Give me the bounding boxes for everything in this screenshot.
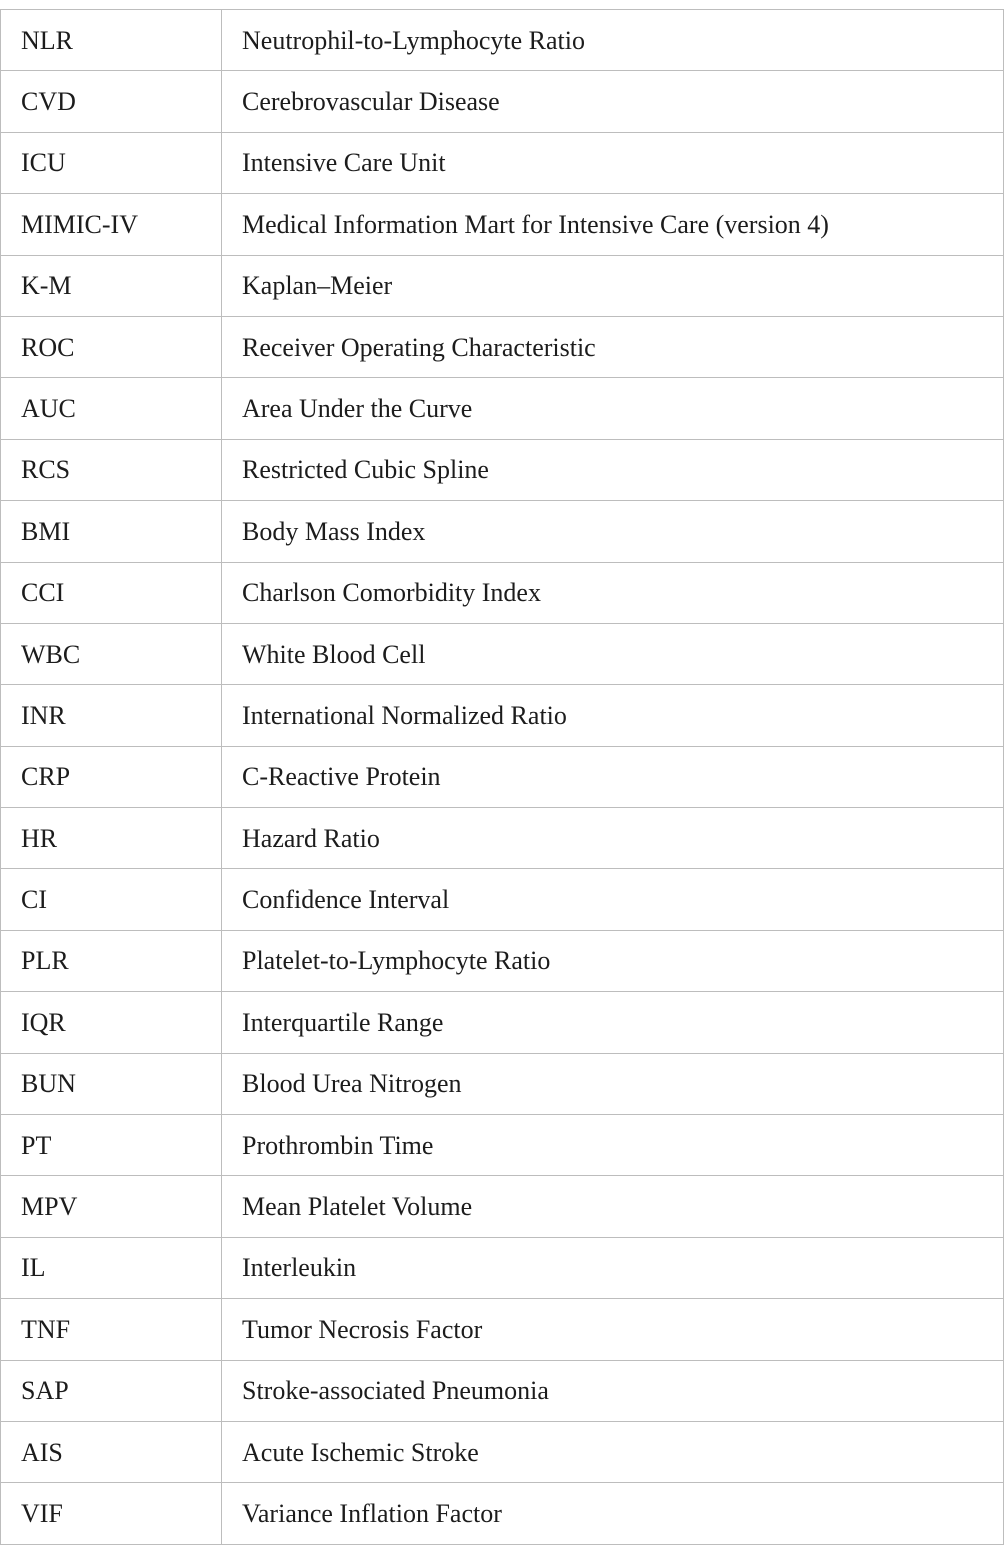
abbreviation-cell: AIS [1,1421,222,1482]
definition-cell: Charlson Comorbidity Index [222,562,1004,623]
table-row [1,1237,1004,1298]
definition-cell: Variance Inflation Factor [222,1483,1004,1544]
abbreviations-table [0,9,1004,1545]
abbreviation-cell: PT [1,1115,222,1176]
table-row [1,501,1004,562]
definition-cell: Interquartile Range [222,992,1004,1053]
definition-cell: Restricted Cubic Spline [222,439,1004,500]
table-row [1,316,1004,377]
abbreviation-cell: CVD [1,71,222,132]
table-row [1,1360,1004,1421]
table-row [1,1176,1004,1237]
table-row [1,132,1004,193]
table-row [1,1299,1004,1360]
abbreviation-cell: IQR [1,992,222,1053]
definition-cell: Prothrombin Time [222,1115,1004,1176]
definition-cell: Receiver Operating Characteristic [222,316,1004,377]
definition-cell: Confidence Interval [222,869,1004,930]
table-row [1,746,1004,807]
definition-cell: Tumor Necrosis Factor [222,1299,1004,1360]
table-row [1,10,1004,71]
definition-cell: Mean Platelet Volume [222,1176,1004,1237]
definition-cell: Acute Ischemic Stroke [222,1421,1004,1482]
definition-cell: White Blood Cell [222,623,1004,684]
table-row [1,439,1004,500]
abbreviation-cell: INR [1,685,222,746]
definition-cell: Body Mass Index [222,501,1004,562]
abbreviation-cell: K-M [1,255,222,316]
abbreviation-cell: MPV [1,1176,222,1237]
definition-cell: Platelet-to-Lymphocyte Ratio [222,930,1004,991]
definition-cell: Medical Information Mart for Intensive Care (version 4) [222,194,1004,255]
table-row [1,930,1004,991]
table-row [1,808,1004,869]
abbreviation-cell: PLR [1,930,222,991]
definition-cell: Interleukin [222,1237,1004,1298]
abbreviation-cell: VIF [1,1483,222,1544]
table-row [1,71,1004,132]
table-row [1,685,1004,746]
definition-cell: Cerebrovascular Disease [222,71,1004,132]
abbreviation-cell: CCI [1,562,222,623]
table-row [1,1421,1004,1482]
table-row [1,1053,1004,1114]
table-row [1,1115,1004,1176]
definition-cell: International Normalized Ratio [222,685,1004,746]
table-row [1,1483,1004,1544]
abbreviation-cell: AUC [1,378,222,439]
definition-cell: Intensive Care Unit [222,132,1004,193]
abbreviation-cell: ROC [1,316,222,377]
table-row [1,255,1004,316]
abbreviation-cell: CI [1,869,222,930]
abbreviation-cell: BMI [1,501,222,562]
definition-cell: Area Under the Curve [222,378,1004,439]
abbreviation-cell: TNF [1,1299,222,1360]
abbreviation-cell: MIMIC-IV [1,194,222,255]
table-row [1,869,1004,930]
abbreviation-cell: CRP [1,746,222,807]
definition-cell: Hazard Ratio [222,808,1004,869]
definition-cell: Neutrophil-to-Lymphocyte Ratio [222,10,1004,71]
table-row [1,562,1004,623]
abbreviation-cell: SAP [1,1360,222,1421]
definition-cell: Kaplan–Meier [222,255,1004,316]
definition-cell: C-Reactive Protein [222,746,1004,807]
abbreviation-cell: RCS [1,439,222,500]
definition-cell: Stroke-associated Pneumonia [222,1360,1004,1421]
abbreviation-cell: ICU [1,132,222,193]
table-row [1,623,1004,684]
definition-cell: Blood Urea Nitrogen [222,1053,1004,1114]
table-row [1,194,1004,255]
abbreviation-cell: NLR [1,10,222,71]
abbreviation-cell: HR [1,808,222,869]
table-row [1,992,1004,1053]
abbreviation-cell: WBC [1,623,222,684]
table-row [1,378,1004,439]
abbreviations-table-body [1,10,1004,1545]
abbreviation-cell: IL [1,1237,222,1298]
abbreviation-cell: BUN [1,1053,222,1114]
